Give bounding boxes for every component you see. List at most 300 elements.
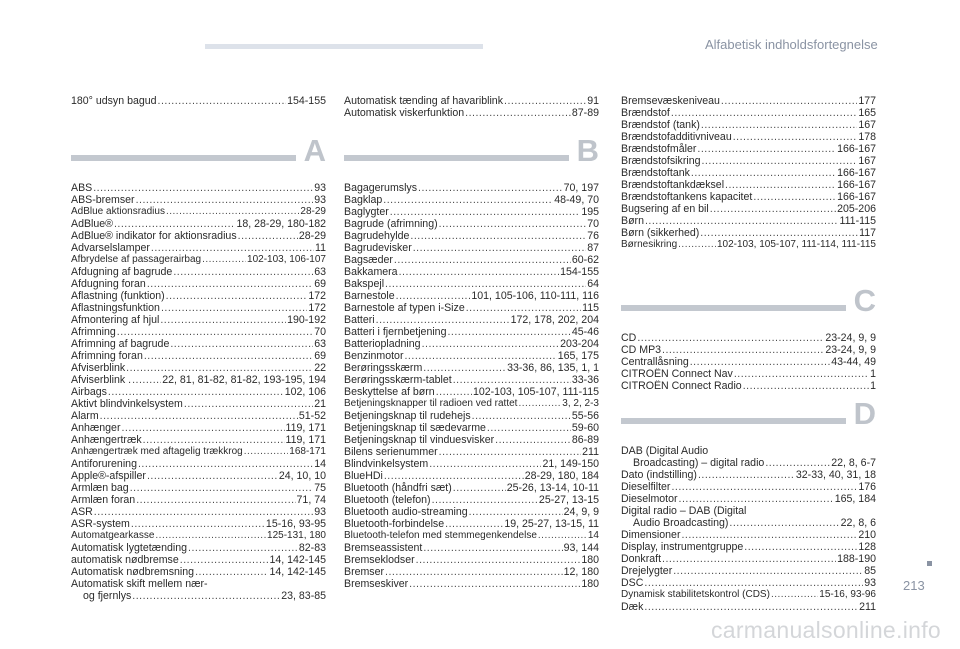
section-header-b (344, 135, 599, 175)
dot-leader (136, 194, 314, 206)
entry-term: Afmontering af hjul (71, 314, 160, 326)
dot-leader (166, 206, 299, 218)
dot-leader (160, 314, 286, 326)
entry-pages: 205-206 (837, 203, 876, 215)
index-entry (344, 386, 599, 398)
dot-leader (439, 446, 581, 458)
dot-leader (100, 410, 298, 422)
entry-pages: 24, 10, 10 (278, 470, 326, 482)
index-entry (71, 362, 326, 374)
entry-term: Betjeningsknap til vinduesvisker (344, 434, 495, 446)
entry-term: Alarm (71, 410, 99, 422)
entry-term: Armlæn bag (71, 482, 129, 494)
entry-term: Bremseskiver (344, 578, 409, 590)
index-entry (71, 230, 326, 242)
index-entry (71, 518, 326, 530)
dot-leader (645, 215, 839, 227)
entry-pages: 64 (587, 278, 599, 290)
entry-term: Baglygter (344, 206, 389, 218)
dot-leader (416, 554, 581, 566)
entry-pages: 93, 144 (563, 542, 599, 554)
dot-leader (132, 374, 161, 386)
dot-leader (158, 95, 287, 107)
dot-leader (131, 518, 265, 530)
entry-term: Drejelygter (621, 565, 673, 577)
index-entry (621, 457, 876, 469)
entry-pages: 14, 142-145 (269, 566, 326, 578)
entry-term: Display, instrumentgruppe (621, 541, 744, 553)
dot-leader (765, 457, 830, 469)
entry-term: Afrimning (71, 326, 116, 338)
entry-term: Børn (sikkerhed) (621, 227, 700, 239)
dot-leader (538, 530, 587, 542)
entry-pages: 176 (858, 481, 876, 493)
section-header-d (621, 398, 876, 438)
entry-pages: 15-16, 93-96 (819, 589, 876, 600)
dot-leader (743, 380, 869, 392)
dot-leader (117, 326, 313, 338)
entry-term: Automatisk nødbremsning (71, 566, 195, 578)
entry-pages: 69 (314, 278, 326, 290)
entry-pages: 87 (587, 242, 599, 254)
entry-term: Bremseassistent (344, 542, 423, 554)
entry-term: Afrimning af bagrude (71, 338, 170, 350)
entry-pages: 165 (858, 107, 876, 119)
entry-pages: 165, 184 (834, 493, 876, 505)
index-entry (621, 493, 876, 505)
index-entry (621, 445, 876, 457)
index-entry (621, 601, 876, 613)
entry-term: Batteri i fjernbetjening (344, 326, 447, 338)
entry-pages: 59-60 (571, 422, 599, 434)
dot-leader (423, 362, 506, 374)
entry-pages: 180 (581, 578, 599, 590)
section-header-a (71, 135, 326, 175)
entry-term: Bluetooth-telefon med stemmegenkendelse (344, 530, 537, 541)
entry-pages: 210 (858, 529, 876, 541)
index-entry (71, 530, 326, 542)
dot-leader (195, 566, 268, 578)
entry-pages: 63 (314, 266, 326, 278)
entry-term: Dato (indstilling) (621, 469, 697, 481)
index-entry (621, 215, 876, 227)
section-letter: C (853, 283, 876, 318)
index-entry (621, 95, 876, 107)
dot-leader (238, 230, 298, 242)
entry-pages: 63 (314, 338, 326, 350)
entry-pages: 71, 74 (296, 494, 326, 506)
entry-pages: 166-167 (837, 191, 876, 203)
entry-term: Dimensioner (621, 529, 681, 541)
entry-term: Afdugning foran (71, 278, 146, 290)
page-number: 213 (903, 578, 925, 593)
section-letter: A (303, 133, 326, 168)
entry-pages: 166-167 (837, 143, 876, 155)
dot-leader (383, 194, 553, 206)
index-entry (71, 410, 326, 422)
index-entry (621, 344, 876, 356)
entry-pages: 117 (859, 227, 876, 239)
dot-leader (691, 167, 836, 179)
index-entry (344, 290, 599, 302)
dot-leader (423, 542, 562, 554)
index-entry (344, 374, 599, 386)
dot-leader (384, 470, 524, 482)
index-entry (621, 332, 876, 344)
entry-pages: 115 (582, 302, 599, 314)
entry-pages: 60-62 (571, 254, 599, 266)
index-entry (344, 242, 599, 254)
dot-leader (465, 107, 571, 119)
entry-pages: 33-36 (571, 374, 599, 386)
entry-term: Brændstoftankdæksel (621, 179, 725, 191)
entry-term: Brændstof (621, 107, 670, 119)
entry-term: Dieselmotor (621, 493, 678, 505)
index-entry (71, 206, 326, 218)
index-entry (71, 494, 326, 506)
index-entry (71, 218, 326, 230)
index-entry (621, 239, 876, 251)
index-entry (344, 434, 599, 446)
entry-pages: 24, 9, 9 (563, 506, 599, 518)
entry-pages: 21, 149-150 (542, 458, 599, 470)
entry-pages: 70 (314, 326, 326, 338)
entry-pages: 28-29, 180, 184 (524, 470, 599, 482)
dot-leader (147, 470, 278, 482)
index-entry (344, 566, 599, 578)
entry-term: DAB (Digital Audio (621, 445, 709, 457)
dot-leader (721, 95, 857, 107)
index-entry (344, 446, 599, 458)
entry-term: Anhænger (71, 422, 121, 434)
index-entry (344, 206, 599, 218)
dot-leader (637, 332, 824, 344)
index-entry (621, 368, 876, 380)
entry-term: Dieselfilter (621, 481, 671, 493)
entry-term: Automatisk viskerfunktion (344, 107, 465, 119)
dot-leader (673, 565, 863, 577)
section-header-c (621, 285, 876, 325)
entry-term: Automatisk tænding af havariblink (344, 95, 503, 107)
entry-pages: 101, 105-106, 110-111, 116 (471, 290, 599, 302)
entry-term: Afviserblink . (71, 374, 132, 386)
index-entry (71, 398, 326, 410)
dot-leader (662, 344, 824, 356)
entry-pages: 69 (314, 350, 326, 362)
entry-term: automatisk nødbremse (71, 554, 179, 566)
dot-leader (662, 553, 836, 565)
entry-pages: 172 (308, 302, 326, 314)
dot-leader (147, 278, 313, 290)
entry-term: og fjernlys (83, 590, 132, 602)
entry-pages: 3, 2, 2-3 (562, 398, 599, 409)
entry-pages: 43-44, 49 (831, 356, 876, 368)
dot-leader (409, 578, 580, 590)
index-entry (621, 191, 876, 203)
index-entry (344, 302, 599, 314)
index-entry (344, 218, 599, 230)
entry-term: Dynamisk stabilitetskontrol (CDS) (621, 589, 770, 600)
entry-pages: 55-56 (571, 410, 599, 422)
entry-pages: 15-16, 93-95 (265, 518, 326, 530)
entry-term: Børn (621, 215, 644, 227)
entry-term: Beskyttelse af børn (344, 386, 435, 398)
index-entry (71, 458, 326, 470)
entry-term: Barnestole (344, 290, 395, 302)
entry-pages: 23-24, 9, 9 (825, 332, 876, 344)
dot-leader (744, 541, 857, 553)
dot-leader (138, 458, 313, 470)
entry-term: Brændstofsikring (621, 155, 701, 167)
index-entry (621, 529, 876, 541)
index-entry (344, 230, 599, 242)
dot-leader (681, 529, 857, 541)
dot-leader (155, 530, 266, 542)
dot-leader (679, 493, 834, 505)
index-entry (344, 107, 599, 119)
entry-pages: 28-29 (298, 230, 326, 242)
entry-pages: 102-103, 106-107 (247, 254, 326, 265)
entry-pages: 166-167 (837, 167, 876, 179)
entry-term: Donkraft (621, 553, 662, 565)
index-entry (71, 470, 326, 482)
index-entry (71, 266, 326, 278)
index-entry (621, 227, 876, 239)
index-entry (71, 338, 326, 350)
entry-term: Bluetooth (håndfri sæt) (344, 482, 452, 494)
dot-leader (710, 203, 836, 215)
entry-pages: 93 (314, 194, 326, 206)
dot-leader (130, 482, 314, 494)
entry-term: Betjeningsknap til rudehejs (344, 410, 471, 422)
entry-pages: 102, 106 (284, 386, 326, 398)
index-entry (344, 182, 599, 194)
entry-pages: 70 (587, 218, 599, 230)
dot-leader (126, 362, 313, 374)
entry-pages: 165, 175 (557, 350, 599, 362)
entry-term: CITROËN Connect Nav (621, 368, 733, 380)
index-entry (344, 95, 599, 107)
index-entry (71, 95, 326, 107)
entry-term: DSC (621, 577, 644, 589)
dot-leader (725, 179, 836, 191)
dot-leader (644, 577, 863, 589)
entry-term: Bugsering af en bil (621, 203, 709, 215)
index-entry (621, 356, 876, 368)
index-entry (71, 446, 326, 458)
dot-leader (432, 494, 538, 506)
entry-term: Bagrude (afrimning) (344, 218, 438, 230)
index-entry (344, 362, 599, 374)
entry-term: CD MP3 (621, 344, 662, 356)
entry-term: Aflastningsfunktion (71, 302, 160, 314)
index-entry (344, 266, 599, 278)
index-entry (71, 554, 326, 566)
entry-term: Brændstofmåler (621, 143, 697, 155)
entry-pages: 1 (870, 380, 876, 392)
entry-term: Bremseklodser (344, 554, 415, 566)
entry-pages: 33-36, 86, 135, 1, 1 (507, 362, 599, 374)
entry-term: Brændstoftank (621, 167, 690, 179)
index-entry (344, 410, 599, 422)
entry-pages: 167 (858, 155, 876, 167)
index-entry (71, 290, 326, 302)
entry-term: Bagklap (344, 194, 383, 206)
index-entry (621, 143, 876, 155)
dot-leader (390, 206, 581, 218)
dot-leader (151, 242, 314, 254)
entry-term: Automatisk skift mellem nær- (71, 578, 208, 590)
entry-term: Afdugning af bagrude (71, 266, 173, 278)
entry-term: Bagrudevisker (344, 242, 412, 254)
entry-term: Dæk (621, 601, 644, 613)
dot-leader (404, 350, 556, 362)
dot-leader (376, 314, 510, 326)
entry-pages: 28-29 (300, 206, 326, 217)
index-entry (344, 494, 599, 506)
entry-term: Aktivt blindvinkelsystem (71, 398, 183, 410)
entry-term: Batteriopladning (344, 338, 421, 350)
entry-term: Automatisk lygtetænding (71, 542, 188, 554)
index-entry (621, 553, 876, 565)
index-entry (344, 542, 599, 554)
entry-pages: 45-46 (571, 326, 599, 338)
index-entry (344, 314, 599, 326)
dot-leader (436, 386, 472, 398)
dot-leader (472, 410, 571, 422)
dot-leader (518, 398, 561, 410)
entry-term: Aflastning (funktion) (71, 290, 165, 302)
index-entry (344, 458, 599, 470)
page-marker (927, 561, 932, 566)
index-entry (71, 386, 326, 398)
index-entry (344, 350, 599, 362)
dot-leader (399, 266, 560, 278)
entry-term: Bremsevæskeniveau (621, 95, 720, 107)
entry-pages: 12, 180 (563, 566, 599, 578)
dot-leader (136, 494, 295, 506)
entry-pages: 22, 81, 81-82, 81-82, 193-195, 194 (162, 374, 326, 386)
dot-leader (734, 368, 869, 380)
index-entry (71, 542, 326, 554)
index-entry (71, 506, 326, 518)
entry-pages: 180 (581, 554, 599, 566)
entry-pages: 75 (314, 482, 326, 494)
dot-leader (447, 326, 570, 338)
entry-pages: 211 (582, 446, 599, 458)
entry-term: Afrimning foran (71, 350, 143, 362)
entry-pages: 154-155 (287, 95, 326, 107)
dot-leader (469, 506, 563, 518)
index-entry (621, 541, 876, 553)
index-entry (621, 167, 876, 179)
dot-leader (701, 155, 857, 167)
dot-leader (166, 290, 308, 302)
entry-term: Bluetooth (telefon) (344, 494, 431, 506)
entry-pages: 119, 171 (285, 434, 326, 446)
entry-pages: 91 (587, 95, 599, 107)
entry-pages: 22, 8, 6-7 (831, 457, 876, 469)
entry-pages: 21 (314, 398, 326, 410)
entry-pages: 190-192 (287, 314, 326, 326)
dot-leader (410, 230, 586, 242)
entry-pages: 85 (864, 565, 876, 577)
page-header-title: Alfabetisk indholdsfortegnelse (705, 37, 878, 52)
entry-pages: 93 (314, 182, 326, 194)
entry-term: ASR-system (71, 518, 130, 530)
dot-leader (729, 517, 839, 529)
dot-leader (753, 191, 836, 203)
entry-term: Blindvinkelsystem (344, 458, 429, 470)
dot-leader (94, 506, 313, 518)
index-entry (621, 577, 876, 589)
entry-term: BlueHDi (344, 470, 383, 482)
dot-leader (678, 239, 716, 251)
index-entry (71, 374, 326, 386)
index-entry (344, 326, 599, 338)
entry-pages: 14 (587, 530, 599, 541)
entry-pages: 87-89 (571, 107, 599, 119)
entry-pages: 14 (314, 458, 326, 470)
index-entry (71, 482, 326, 494)
section-rule (621, 418, 846, 424)
index-entry (71, 314, 326, 326)
index-entry (621, 469, 876, 481)
index-entry (71, 422, 326, 434)
section-rule (344, 155, 569, 161)
entry-term: Anhængertræk med aftagelig trækkrog (71, 446, 243, 457)
entry-pages: 93 (864, 577, 876, 589)
entry-term: Barnestole af typen i-Size (344, 302, 465, 314)
index-entry (621, 517, 876, 529)
dot-leader (173, 266, 313, 278)
index-entry (621, 119, 876, 131)
entry-pages: 25-26, 13-14, 10-11 (506, 482, 599, 494)
entry-pages: 211 (859, 601, 876, 613)
dot-leader (453, 482, 506, 494)
index-entry (344, 278, 599, 290)
index-entry (344, 530, 599, 542)
entry-pages: 18, 28-29, 180-182 (236, 218, 326, 230)
entry-pages: 86-89 (571, 434, 599, 446)
entry-term: CITROËN Connect Radio (621, 380, 742, 392)
index-entry (621, 565, 876, 577)
dot-leader (394, 254, 571, 266)
dot-leader (144, 350, 313, 362)
entry-term: Airbags (71, 386, 107, 398)
index-entry (344, 338, 599, 350)
entry-pages: 128 (858, 541, 876, 553)
entry-pages: 195 (581, 206, 599, 218)
dot-leader (202, 254, 246, 266)
index-entry (71, 278, 326, 290)
entry-term: Børnesikring (621, 239, 678, 250)
entry-pages: 188-190 (837, 553, 876, 565)
entry-pages: 22 (314, 362, 326, 374)
dot-leader (93, 182, 313, 194)
entry-term: Afbrydelse af passagerairbag (71, 254, 202, 265)
dot-leader (771, 589, 818, 601)
dot-leader (733, 131, 858, 143)
index-entry (71, 182, 326, 194)
dot-leader (700, 227, 858, 239)
entry-pages: 203-204 (560, 338, 599, 350)
dot-leader (170, 338, 313, 350)
entry-term: 180° udsyn bagud (71, 95, 157, 107)
dot-leader (396, 290, 471, 302)
index-entry (621, 155, 876, 167)
index-entry (621, 380, 876, 392)
